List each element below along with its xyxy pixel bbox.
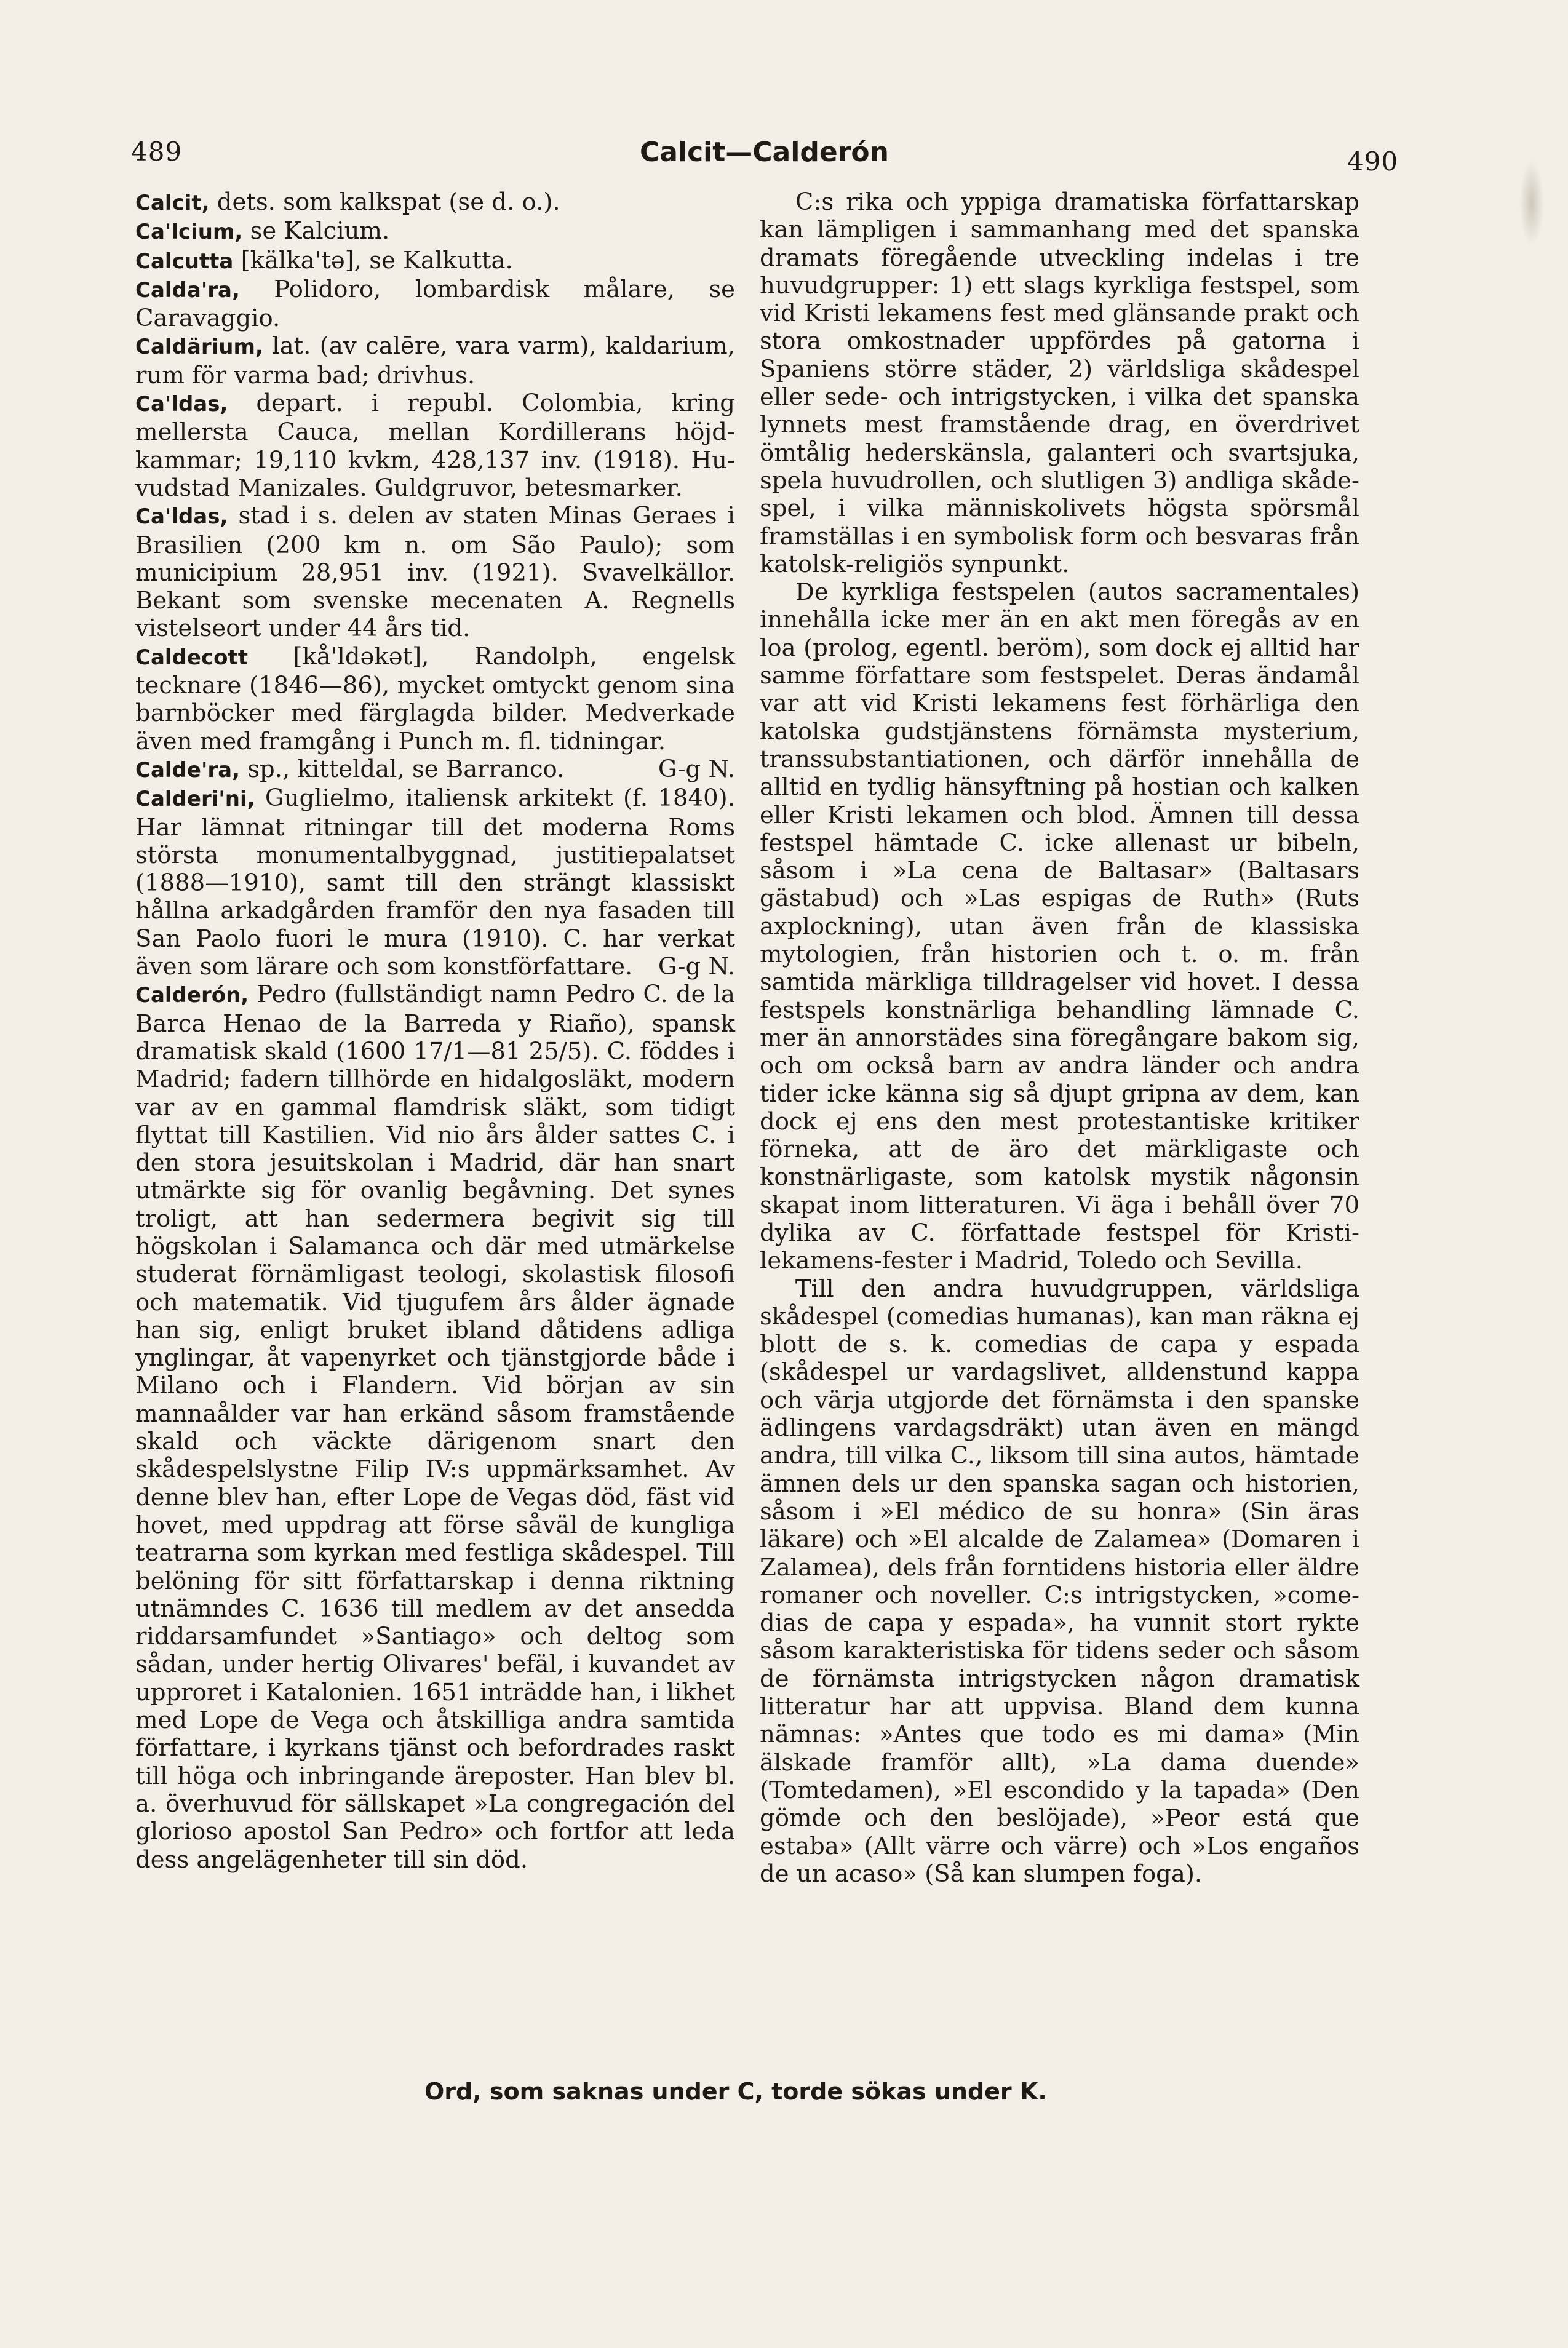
left-column [135, 188, 735, 1874]
entry-caldecott: Caldecott [kå'ldəkət], Randolph, engelsk tecknare (1846—86), mycket omtyckt genom sina barnböcker med färglagda bilder. Medverkade även med framgång i Punch m. fl. tidningar. G-g N. [135, 642, 735, 783]
paragraph: De kyrkliga festspelen (autos sacramentales) innehålla icke mer än en akt men föregås av en loa (prolog, egentl. beröm), som dock ej alltid har samme författare som festspelet. Deras ändamål var att vid Kristi lekamens fest förhärliga den katolska gudstjänstens förnämsta mysterium, transsubstantiationen, och därför innehålla de alltid en tydlig hänsyftning på hostian och kalken eller Kristi lekamen och blod. Ämnen till dessa festspel hämtade C. icke allenast ur bibeln, såsom i »La cena de Baltasar» (Baltasars gästabud) och »Las espigas de Ruth» (Ruts axplockning), utan även från de klassiska mytologien, från historien och t. o. m. från samtida märkliga tilldragelser vid hovet. I dessa festspels konstnärliga behandling lämnade C. mer än annorstädes sina föregångare bakom sig, och om också barn av andra länder och andra tider icke känna sig så djupt gripna av dem, kan dock ej ens den mest protestantiske kritiker förneka, att de äro det märkligaste och konstnärligaste, som katolsk mystik någonsin skapat inom litteraturen. Vi äga i behåll över 70 dylika av C. författade festspel för Kristi-lekamens-fester i Madrid, Toledo och Sevilla. [760, 578, 1359, 1275]
entry-caldas-depart: Ca'ldas, depart. i republ. Colombia, kring mellersta Cauca, mellan Kordillerans höjdkammar; 19,110 kvkm, 428,137 inv. (1918). Huvudstad Manizales. Guldgruvor, betesmarker. [135, 389, 735, 502]
entry-caldara: Calda'ra, Polidoro, lombardisk målare, se Caravaggio. [135, 275, 735, 333]
entry-caldera: Calde'ra, sp., kitteldal, se Barranco. [135, 755, 565, 783]
entry-calderon: Calderón, Pedro (fullständigt namn Pedro C. de la Barca Henao de la Barreda y Riaño), spansk dramatisk skald (1600 17/1—81 25/5). C. föddes i Madrid; fadern tillhörde en hidalgosläkt, modern var av en gammal flamdrisk släkt, som tidigt flyttat till Kastilien. Vid nio års ålder sattes C. i den stora jesuitskolan i Madrid, där han snart utmärkte sig för ovanlig begåvning. Det synes troligt, att han sedermera begivit sig till högskolan i Salamanca och där med utmärkelse studerat förnämligast teologi, skolastisk filosofi och matematik. Vid tjugufem års ålder ägnade han sig, enligt bruket ibland dåtidens adliga ynglingar, åt vapenyrket och tjänstgjorde både i Milano och i Flandern. Vid början av sin mannaålder var han erkänd såsom framstående skald och väckte därigenom snart den skådespelslystne Filip IV:s uppmärksamhet. Av denne blev han, efter Lope de Vegas död, fäst vid hovet, med uppdrag att förse såväl de kungliga teatrarna som kyrkan med festliga skådespel. Till belöning för sitt författarskap i denna riktning utnämndes C. 1636 till medlem av det ansedda riddarsamfundet »Santiago» och deltog som sådan, under hertig Olivares' befäl, i kuvandet av upproret i Katalonien. 1651 inträdde han, i likhet med Lope de Vega och åtskilliga andra samtida författare, i kyrkans tjänst och befordrades raskt till höga och inbringande äreposter. Han blev bl. a. överhuvud för sällskapet »La congregación del glorioso apostol San Pedro» och fortfor att leda dess angelägenheter till sin död. [135, 981, 735, 1874]
running-head: Calcit—Calderón [640, 137, 889, 168]
paragraph: Till den andra huvudgruppen, världsliga skådespel (comedias humanas), kan man räkna ej blott de s. k. comedias de capa y espada (skådespel ur vardagslivet, alldenstund kappa och värja utgjorde det förnämsta i den spanske ädlingens vardagsdräkt) utan även en mängd andra, till vilka C., liksom till sina autos, hämtade ämnen dels ur den spanska sagan och historien, såsom i »El médico de su honra» (Sin äras läkare) och »El alcalde de Zalamea» (Domaren i Zalamea), dels från forntidens historia eller äldre romaner och noveller. C:s intrigstycken, »comedias de capa y espada», ha vunnit stort rykte såsom karakteristiska för tidens seder och såsom de förnämsta intrigstycken någon dramatisk litteratur har att uppvisa. Bland dem kunna nämnas: »Antes que todo es mi dama» (Min älskade framför allt), »La dama duende» (Tomtedamen), »El escondido y la tapada» (Den gömde och den beslöjade), »Peor está que estaba» (Allt värre och värre) och »Los engaños de un acaso» (Så kan slumpen foga). [760, 1275, 1359, 1888]
entry-calcutta: Calcutta [kälka'tə], se Kalkutta. [135, 246, 513, 274]
signature: G-g N. [658, 953, 735, 981]
entry-calcium: Ca'lcium, se Kalcium. [135, 217, 390, 245]
entry-calcit: Calcit, dets. som kalkspat (se d. o.). [135, 188, 560, 216]
page-number-left: 489 [131, 137, 183, 167]
paper-stain [1519, 160, 1544, 246]
paragraph: C:s rika och yppiga dramatiska författarskap kan lämpligen i sammanhang med det spanska dramats föregående utveckling indelas i tre huvudgrupper: 1) ett slags kyrkliga festspel, som vid Kristi lekamens fest med glänsande prakt och stora omkostnader uppfördes på gatorna i Spaniens större städer, 2) världsliga skådespel eller sede- och intrigstycken, i vilka det spanska lynnets mest framstående drag, en överdrivet ömtålig hederskänsla, galanteri och svartsjuka, spela huvudrollen, och slutligen 3) andliga skådespel, i vilka människolivets högsta spörsmål framställas i en symbolisk form och besvaras från katolsk-religiös synpunkt. [760, 188, 1359, 578]
footnote: Ord, som saknas under C, torde sökas under K. [424, 2078, 1047, 2105]
page-number-right: 490 [1347, 146, 1399, 177]
right-column [760, 188, 1359, 1888]
entry-caldarium: Caldärium, lat. (av calēre, vara varm), kaldarium, rum för varma bad; drivhus. [135, 332, 735, 389]
entry-calderini: Calderi'ni, Guglielmo, italiensk arkitekt (f. 1840). Har lämnat ritningar till det moderna Roms största monumentalbyggnad, justitiepalatset (1888—1910), samt till den strängt klassiskt hållna arkadgården framför den nya fasaden till San Paolo fuori le mura (1910). C. har verkat även som lärare och som konstförfattare. G-g N. [135, 784, 735, 981]
entry-caldas-stad: Ca'ldas, stad i s. delen av staten Minas Geraes i Brasilien (200 km n. om São Paulo); som municipium 28,951 inv. (1921). Svavelkällor. Bekant som svenske mecenaten A. Regnells vistelseort under 44 års tid. [135, 502, 735, 643]
signature: G-g N. [658, 755, 735, 783]
